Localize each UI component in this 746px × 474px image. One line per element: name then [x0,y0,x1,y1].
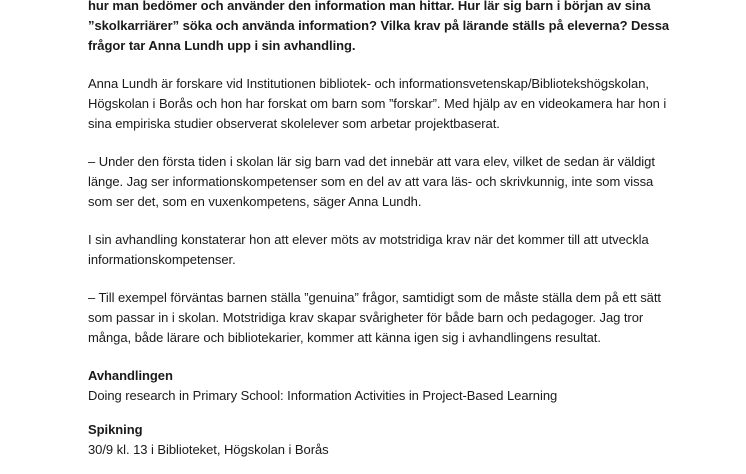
paragraph-line: många, både lärare och bibliotekarier, kommer att känna igen sig i avhandlingens resultat. [88,330,601,345]
paragraph-line: I sin avhandling konstaterar hon att elever möts av motstridiga krav när det kommer till att utveckla [88,232,649,247]
paragraph-line: som ser det, som en vuxenkompetens, säger Anna Lundh. [88,194,422,209]
lead-line: hur man bedömer och använder den information man hittar. Hur lär sig barn i början av sina [88,0,651,13]
paragraph-line: Anna Lundh är forskare vid Institutionen bibliotek- och informationsvetenskap/Bibliotekshögskolan, [88,76,649,91]
section-text: Doing research in Primary School: Information Activities in Project-Based Learning [88,388,558,403]
paragraph-line: – Till exempel förväntas barnen ställa ”genuina” frågor, samtidigt som de måste ställa dem på ett sätt [88,290,661,305]
paragraph-line: informationskompetenser. [88,252,236,267]
paragraph-quote-1 [88,152,708,212]
paragraph-researcher-intro [88,74,708,134]
paragraph-line: – Under den första tiden i skolan lär sig barn vad det innebär att vara elev, vilket de sedan är väldigt [88,154,655,169]
section-heading: Spikning [88,422,143,437]
paragraph-line: sina empiriska studier observerat skolelever som arbetar projektbaserat. [88,116,500,131]
section-heading: Avhandlingen [88,368,173,383]
paragraph-quote-2 [88,288,708,348]
paragraph-line: Högskolan i Borås och hon har forskat om barn som ”forskar”. Med hjälp av en videokamera har hon i [88,96,667,111]
paragraph-findings [88,230,708,270]
section-thesis [88,366,708,406]
lead-line: ”skolkarriärer” söka och använda information? Vilka krav på lärande ställs på eleverna? Dessa [88,18,670,33]
lead-line: frågor tar Anna Lundh upp i sin avhandling. [88,38,356,53]
section-defense [88,420,708,460]
section-text: 30/9 kl. 13 i Biblioteket, Högskolan i Borås [88,442,329,457]
lead-paragraph [88,0,708,56]
document-page [88,0,708,474]
paragraph-line: länge. Jag ser informationskompetenser som en del av att vara läs- och skrivkunnig, inte som vissa [88,174,654,189]
paragraph-line: som passar in i skolan. Motstridiga krav skapar svårigheter för både barn och pedagoger. Jag tror [88,310,644,325]
